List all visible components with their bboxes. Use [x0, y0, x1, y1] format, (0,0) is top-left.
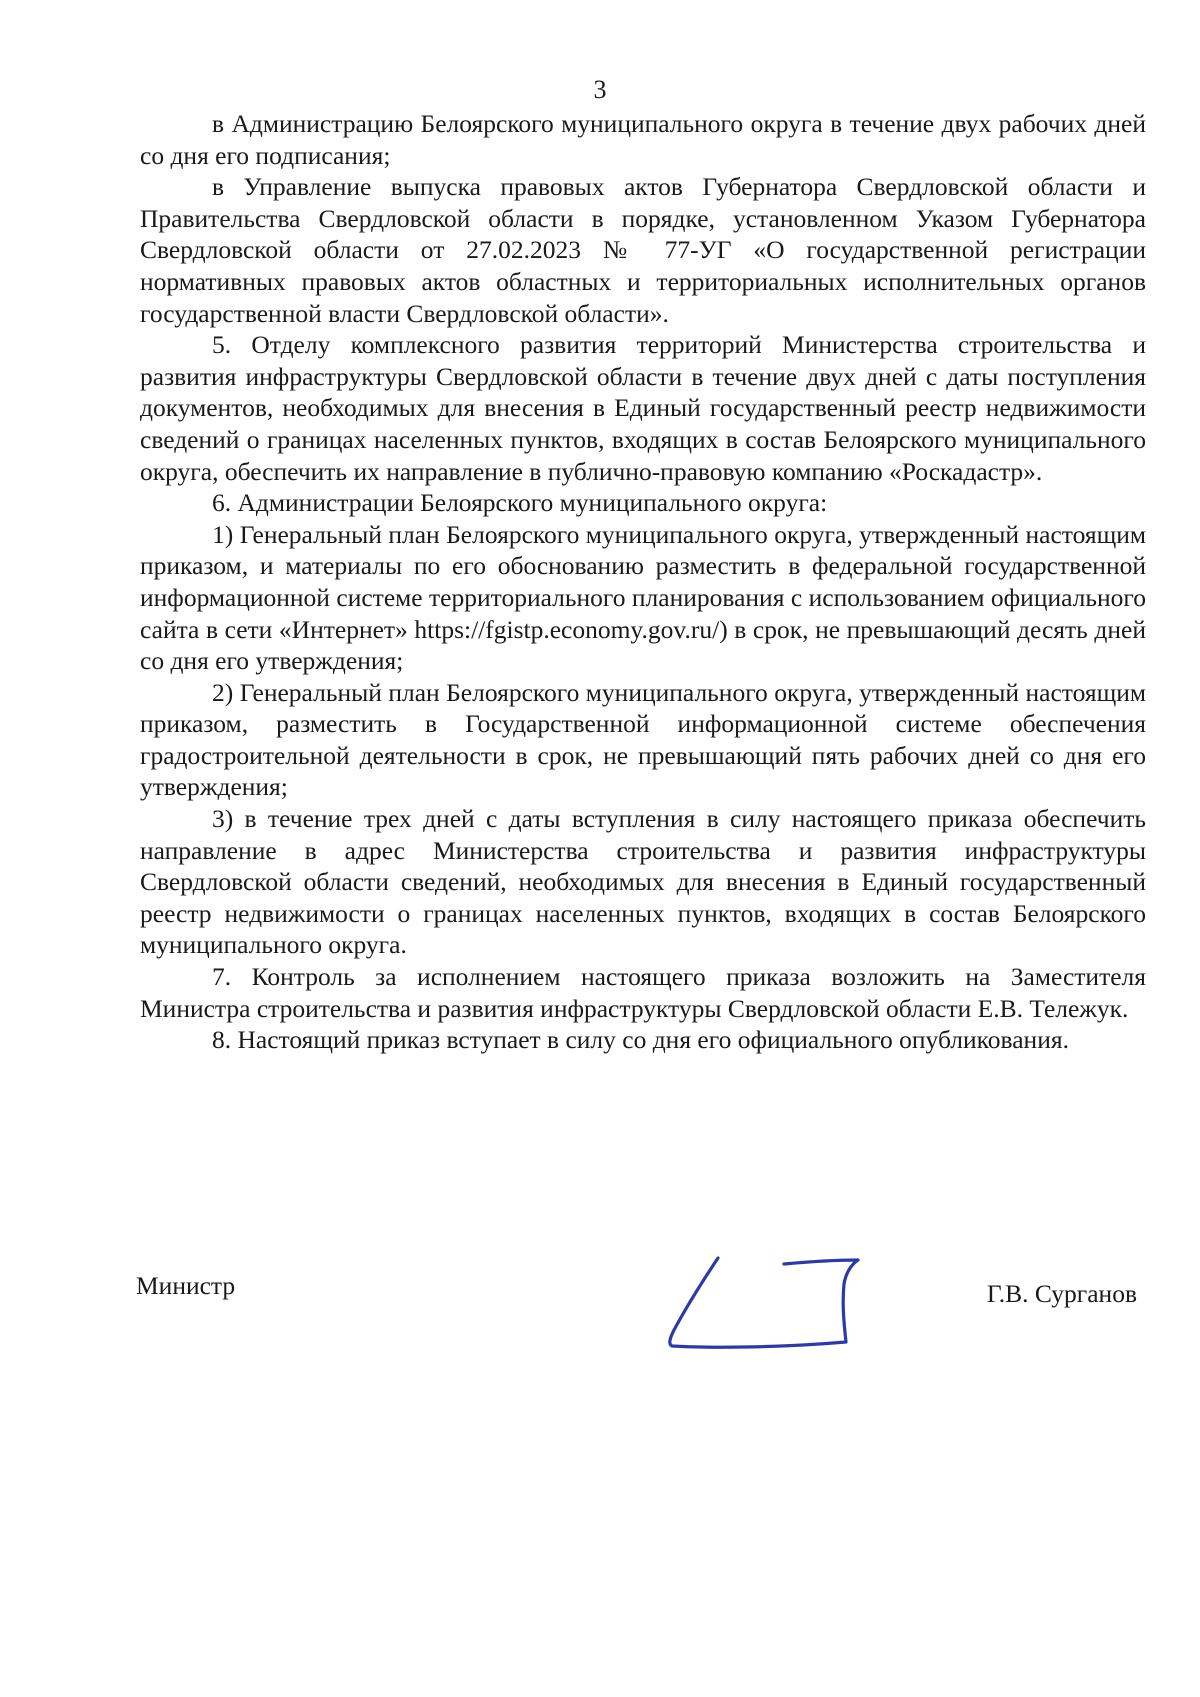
paragraph-item-6-3: 3) в течение трех дней с даты вступления в силу настоящего приказа обеспечить направление в адрес Министерства строительства и развития инфраструктуры Свердловской области сведений, необходимых для внесения в Единый государственный реестр недвижимости о границах населенных пунктов, входящих в состав Белоярского муниципального округа. — [140, 804, 1146, 960]
paragraph-item-7: 7. Контроль за исполнением настоящего приказа возложить на Заместителя Министра строительства и развития инфраструктуры Свердловской области Е.В. Тележук. — [140, 962, 1146, 1023]
paragraph-item-5: 5. Отделу комплексного развития территорий Министерства строительства и развития инфраструктуры Свердловской области в течение двух дней с даты поступления документов, необходимых для внесения в Единый государственный реестр недвижимости сведений о границах населенных пунктов, входящих в состав Белоярского муниципального округа, обеспечить их направление в публично-правовую компанию «Роскадастр». — [140, 330, 1146, 486]
paragraph-item-6: 6. Администрации Белоярского муниципального округа: — [212, 488, 828, 518]
paragraph-item-6-2: 2) Генеральный план Белоярского муниципального округа, утвержденный настоящим приказом, разместить в Государственной информационной системе обеспечения градостроительной деятельности в срок, не превышающий пять рабочих дней со дня его утверждения; — [140, 677, 1146, 802]
document-body — [140, 108, 1146, 1056]
page-number: 3 — [593, 75, 607, 104]
handwritten-signature — [666, 1254, 896, 1364]
paragraph-distribution-administration: в Администрацию Белоярского муниципального округа в течение двух рабочих дней со дня его подписания; — [140, 109, 1146, 170]
signer-name: Г.В. Сурганов — [986, 1279, 1137, 1308]
paragraph-item-6-1: 1) Генеральный план Белоярского муниципального округа, утвержденный настоящим приказом, и материалы по его обоснованию разместить в федеральной государственной информационной системе территориального планирования с использованием официального сайта в сети «Интернет» https://fgistp.economy.gov.ru/) в срок, не превышающий десять дней со дня его утверждения; — [140, 519, 1146, 676]
paragraph-item-8: 8. Настоящий приказ вступает в силу со дня его официального опубликования. — [212, 1025, 1069, 1055]
signer-title: Министр — [136, 1271, 236, 1300]
paragraph-distribution-legal-acts: в Управление выпуска правовых актов Губернатора Свердловской области и Правительства Свердловской области в порядке, установленном Указом Губернатора Свердловской области от 27.02.2023 № 77-УГ «О государственной регистрации нормативных правовых актов областных и территориальных исполнительных органов государственной власти Свердловской области». — [140, 172, 1146, 328]
signature-block — [136, 1270, 1136, 1370]
